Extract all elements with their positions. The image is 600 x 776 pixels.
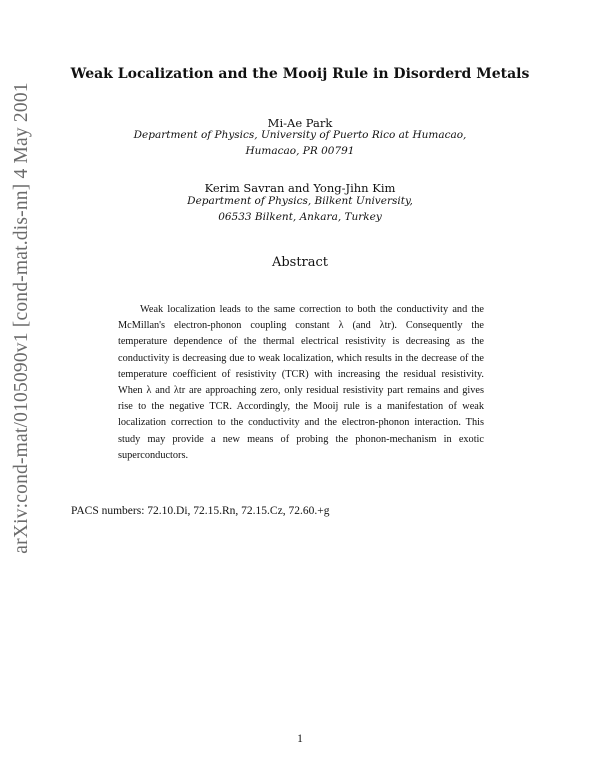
paper-title: Weak Localization and the Mooij Rule in Disorderd Metals [70, 66, 530, 82]
abstract-heading: Abstract [271, 255, 329, 270]
page-number: 1 [297, 733, 303, 745]
author-2-affiliation [60, 193, 540, 225]
affiliation-line: 06533 Bilkent, Ankara, Turkey [218, 211, 382, 223]
affiliation-line: Humacao, PR 00791 [245, 145, 355, 157]
pacs-numbers: PACS numbers: 72.10.Di, 72.15.Rn, 72.15.Cz, 72.60.+g [71, 505, 330, 517]
arxiv-identifier: arXiv:cond-mat/0105090v1 [cond-mat.dis-nn] 4 May 2001 [11, 82, 32, 554]
author-1-name: Mi-Ae Park [267, 116, 333, 130]
arxiv-side-stamp [0, 0, 40, 776]
author-2-names: Kerim Savran and Yong-Jihn Kim [204, 181, 396, 195]
abstract-text: Weak localization leads to the same correction to both the conductivity and the McMillan's electron-phonon coupling constant λ (and λtr). Consequently the temperature dependence of the thermal electrical resistivity is decreasing as the conductivity is decreasing due to weak localization, which results in the decrease of the temperature coefficient of resistivity (TCR) with increasing the residual resistivity. When λ and λtr are approaching zero, only residual resistivity part remains and gives rise to the negative TCR. Accordingly, the Mooij rule is a manifestation of weak localization correction to the conductivity and the electron-phonon interaction. This study may provide a new means of probing the phonon-mechanism in exotic superconductors. [118, 304, 484, 461]
affiliation-line: Department of Physics, Bilkent University, [187, 195, 413, 207]
affiliation-line: Department of Physics, University of Puerto Rico at Humacao, [133, 129, 467, 141]
author-1-affiliation [60, 127, 540, 159]
